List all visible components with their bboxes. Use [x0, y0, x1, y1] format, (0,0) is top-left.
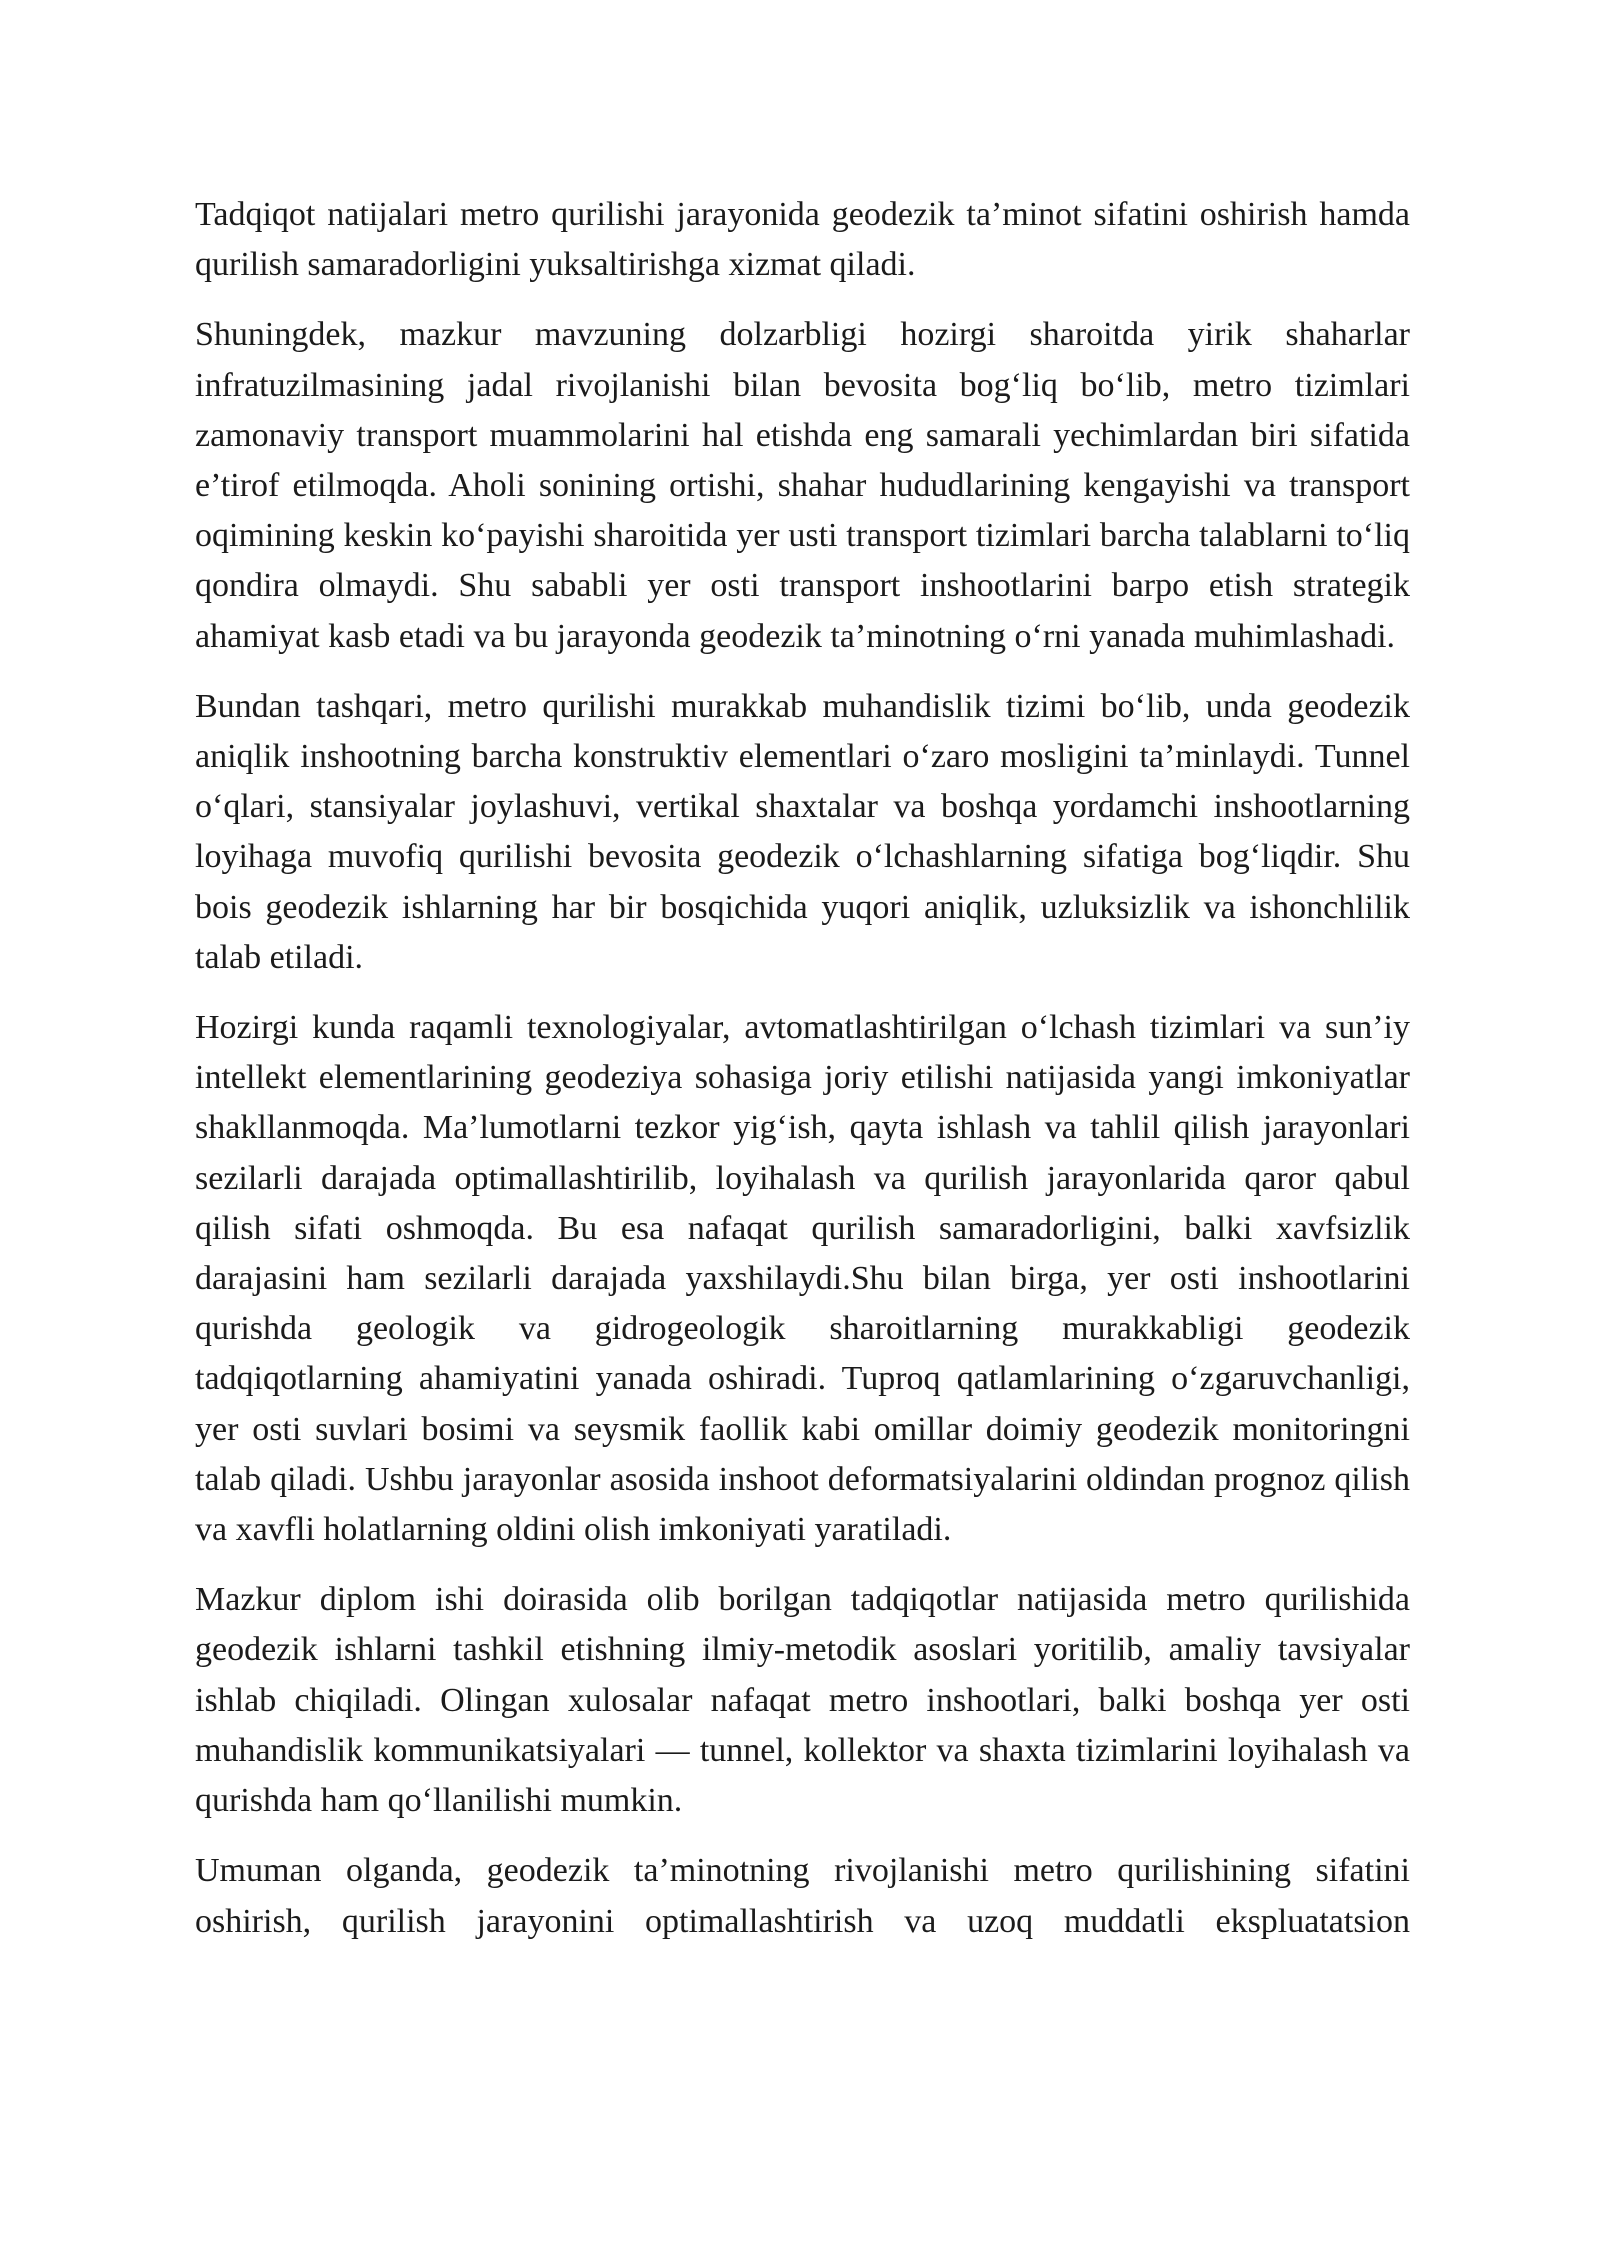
paragraph-3: Bundan tashqari, metro qurilishi murakkab muhandislik tizimi bo‘lib, unda geodezik aniqlik inshootning barcha konstruktiv elementlari o‘zaro mosligini ta’minlaydi. Tunnel o‘qlari, stansiyalar joylashuvi, vertikal shaxtalar va boshqa yordamchi inshootlarning loyihaga muvofiq qurilishi bevosita geodezik o‘lchashlarning sifatiga bog‘liqdir. Shu bois geodezik ishlarning har bir bosqichida yuqori aniqlik, uzluksizlik va ishonchlilik talab etiladi.	[195, 687, 1410, 976]
paragraph-4: Hozirgi kunda raqamli texnologiyalar, avtomatlashtirilgan o‘lchash tizimlari va sun’iy intellekt elementlarining geodeziya sohasiga joriy etilishi natijasida yangi imkoniyatlar shakllanmoqda. Ma’lumotlarni tezkor yig‘ish, qayta ishlash va tahlil qilish jarayonlari sezilarli darajada optimallashtirilib, loyihalash va qurilish jarayonlarida qaror qabul qilish sifati oshmoqda. Bu esa nafaqat qurilish samaradorligini, balki xavfsizlik darajasini ham sezilarli darajada yaxshilaydi.Shu bilan birga, yer osti inshootlarini qurishda geologik va gidrogeologik sharoitlarning murakkabligi geodezik tadqiqotlarning ahamiyatini yanada oshiradi. Tuproq qatlamlarining o‘zgaruvchanligi, yer osti suvlari bosimi va seysmik faollik kabi omillar doimiy geodezik monitoringni talab qiladi. Ushbu jarayonlar asosida inshoot deformatsiyalarini oldindan prognoz qilish va xavfli holatlarning oldini olish imkoniyati yaratiladi.	[195, 1009, 1410, 1549]
paragraph-1: Tadqiqot natijalari metro qurilishi jarayonida geodezik ta’minot sifatini oshirish hamda qurilish samaradorligini yuksaltirishga xizmat qiladi.	[195, 196, 1410, 284]
paragraph-2: Shuningdek, mazkur mavzuning dolzarbligi hozirgi sharoitda yirik shaharlar infratuzilmasining jadal rivojlanishi bilan bevosita bog‘liq bo‘lib, metro tizimlari zamonaviy transport muammolarini hal etishda eng samarali yechimlardan biri sifatida e’tirof etilmoqda. Aholi sonining ortishi, shahar hududlarining kengayishi va transport oqimining keskin ko‘payishi sharoitida yer usti transport tizimlari barcha talablarni to‘liq qondira olmaydi. Shu sababli yer osti transport inshootlarini barpo etish strategik ahamiyat kasb etadi va bu jarayonda geodezik ta’minotning o‘rni yanada muhimlashadi.	[195, 316, 1410, 655]
body-text	[195, 190, 1410, 1967]
paragraph-5: Mazkur diplom ishi doirasida olib borilgan tadqiqotlar natijasida metro qurilishida geodezik ishlarni tashkil etishning ilmiy-metodik asoslari yoritilib, amaliy tavsiyalar ishlab chiqiladi. Olingan xulosalar nafaqat metro inshootlari, balki boshqa yer osti muhandislik kommunikatsiyalari — tunnel, kollektor va shaxta tizimlarini loyihalash va qurishda ham qo‘llanilishi mumkin.	[195, 1581, 1410, 1820]
paragraph-6: Umuman olganda, geodezik ta’minotning rivojlanishi metro qurilishining sifatini oshirish, qurilish jarayonini optimallashtirish va uzoq muddatli ekspluatatsion	[195, 1852, 1410, 1940]
